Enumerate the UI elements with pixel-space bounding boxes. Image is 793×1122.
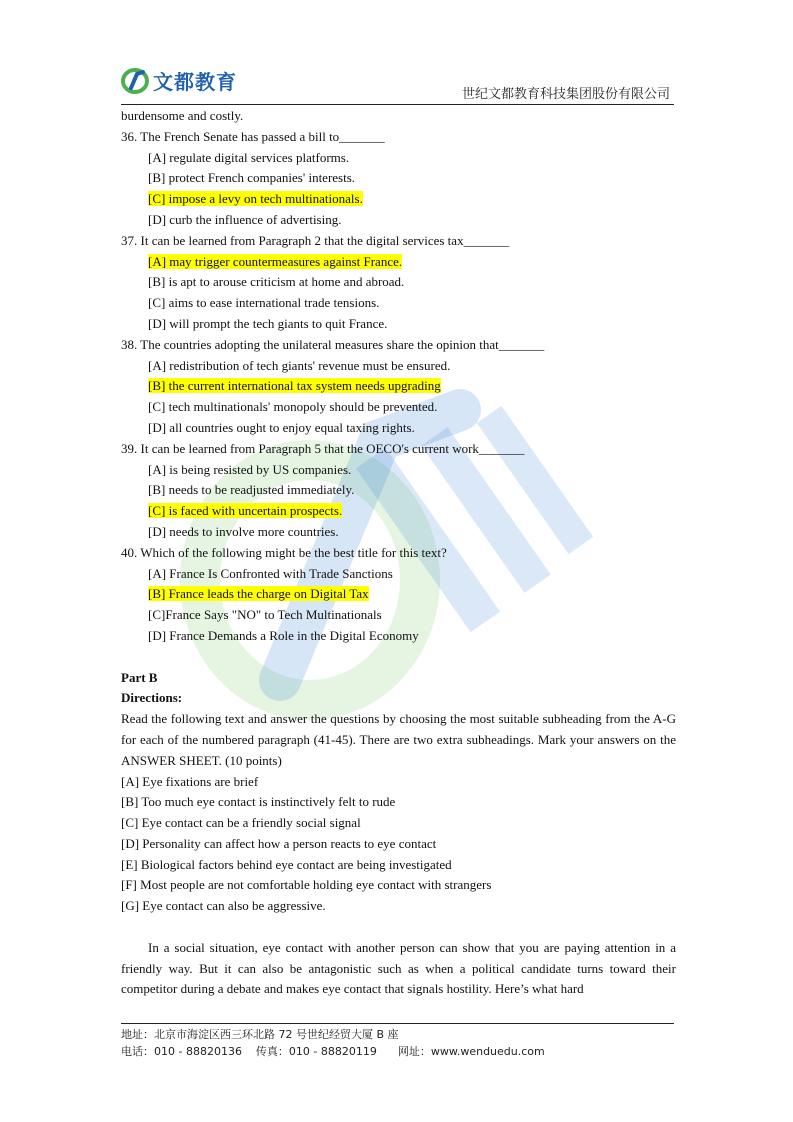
question-39-option-a: [A] is being resisted by US companies. bbox=[148, 461, 352, 477]
question-36-option-b: [B] protect French companies' interests. bbox=[148, 170, 356, 186]
document-body bbox=[121, 106, 676, 1000]
question-38-option-a: [A] redistribution of tech giants' revenue must be ensured. bbox=[148, 357, 451, 373]
subheading-a: [A] Eye fixations are brief bbox=[121, 773, 259, 789]
logo-icon bbox=[121, 68, 151, 94]
question-40-option-b bbox=[121, 584, 676, 605]
question-40-stem: 40. Which of the following might be the best title for this text? bbox=[121, 544, 447, 560]
question-36-stem: 36. The French Senate has passed a bill to_______ bbox=[121, 128, 385, 144]
question-39-option-b: [B] needs to be readjusted immediately. bbox=[148, 482, 355, 498]
highlighted-answer: [C] impose a levy on tech multinationals. bbox=[148, 191, 363, 207]
question-37-option-b: [B] is apt to arouse criticism at home and abroad. bbox=[148, 274, 405, 290]
question-40-option-a: [A] France Is Confronted with Trade Sanctions bbox=[148, 565, 393, 581]
page-header bbox=[121, 62, 674, 105]
question-38-option-d: [D] all countries ought to enjoy equal taxing rights. bbox=[148, 419, 415, 435]
question-36-option-c bbox=[121, 189, 676, 210]
subheading-c: [C] Eye contact can be a friendly social signal bbox=[121, 815, 361, 831]
question-37-option-a bbox=[121, 252, 676, 273]
highlighted-answer: [B] the current international tax system needs upgrading bbox=[148, 378, 441, 394]
subheading-d: [D] Personality can affect how a person reacts to eye contact bbox=[121, 835, 437, 851]
passage-paragraph: In a social situation, eye contact with another person can show that you are paying attention in a friendly way. But it can also be antagonistic such as when a political candidate turns toward their competitor during a debate and makes eye contact that signals hostility. Here’s what hard bbox=[121, 939, 676, 997]
company-name: 世纪文都教育科技集团股份有限公司 bbox=[461, 87, 670, 102]
directions-label: Directions: bbox=[121, 690, 183, 706]
question-40-option-c: [C]France Says "NO" to Tech Multinationals bbox=[148, 607, 382, 623]
logo bbox=[121, 66, 237, 95]
highlighted-answer: [A] may trigger countermeasures against France. bbox=[148, 253, 403, 269]
logo-text: 文都教育 bbox=[153, 70, 237, 94]
subheading-g: [G] Eye contact can also be aggressive. bbox=[121, 898, 326, 914]
question-37-stem: 37. It can be learned from Paragraph 2 that the digital services tax_______ bbox=[121, 232, 510, 248]
question-36-option-d: [D] curb the influence of advertising. bbox=[148, 211, 342, 227]
question-38-option-c: [C] tech multinationals' monopoly should be prevented. bbox=[148, 399, 438, 415]
part-b-heading: Part B bbox=[121, 669, 158, 685]
page-footer bbox=[121, 1023, 674, 1060]
question-37-option-c: [C] aims to ease international trade tensions. bbox=[148, 295, 380, 311]
directions-text: Read the following text and answer the questions by choosing the most suitable subheading from the A-G for each of the numbered paragraph (41-45). There are two extra subheadings. Mark your answers on the ANSWER SHEET. (10 points) bbox=[121, 711, 676, 768]
spacer bbox=[121, 917, 676, 938]
spacer bbox=[121, 647, 676, 668]
subheading-e: [E] Biological factors behind eye contact are being investigated bbox=[121, 856, 452, 872]
subheading-b: [B] Too much eye contact is instinctively felt to rude bbox=[121, 794, 396, 810]
highlighted-answer: [B] France leads the charge on Digital Tax bbox=[148, 586, 369, 602]
subheading-f: [F] Most people are not comfortable holding eye contact with strangers bbox=[121, 877, 492, 893]
question-39-option-c bbox=[121, 501, 676, 522]
highlighted-answer: [C] is faced with uncertain prospects. bbox=[148, 503, 343, 519]
question-39-stem: 39. It can be learned from Paragraph 5 that the OECO's current work_______ bbox=[121, 440, 525, 456]
question-37-option-d: [D] will prompt the tech giants to quit France. bbox=[148, 315, 388, 331]
question-40-option-d: [D] France Demands a Role in the Digital Economy bbox=[148, 627, 419, 643]
question-38-stem: 38. The countries adopting the unilateral measures share the opinion that_______ bbox=[121, 336, 545, 352]
question-39-option-d: [D] needs to involve more countries. bbox=[148, 523, 339, 539]
footer-address: 地址：北京市海淀区西三环北路 72 号世纪经贸大厦 B 座 bbox=[121, 1028, 399, 1041]
footer-contact: 电话：010 - 88820136 传真：010 - 88820119 网址：www.wenduedu.com bbox=[121, 1045, 545, 1058]
question-38-option-b bbox=[121, 376, 676, 397]
question-36-option-a: [A] regulate digital services platforms. bbox=[148, 149, 350, 165]
continuation-text: burdensome and costly. bbox=[121, 108, 244, 123]
